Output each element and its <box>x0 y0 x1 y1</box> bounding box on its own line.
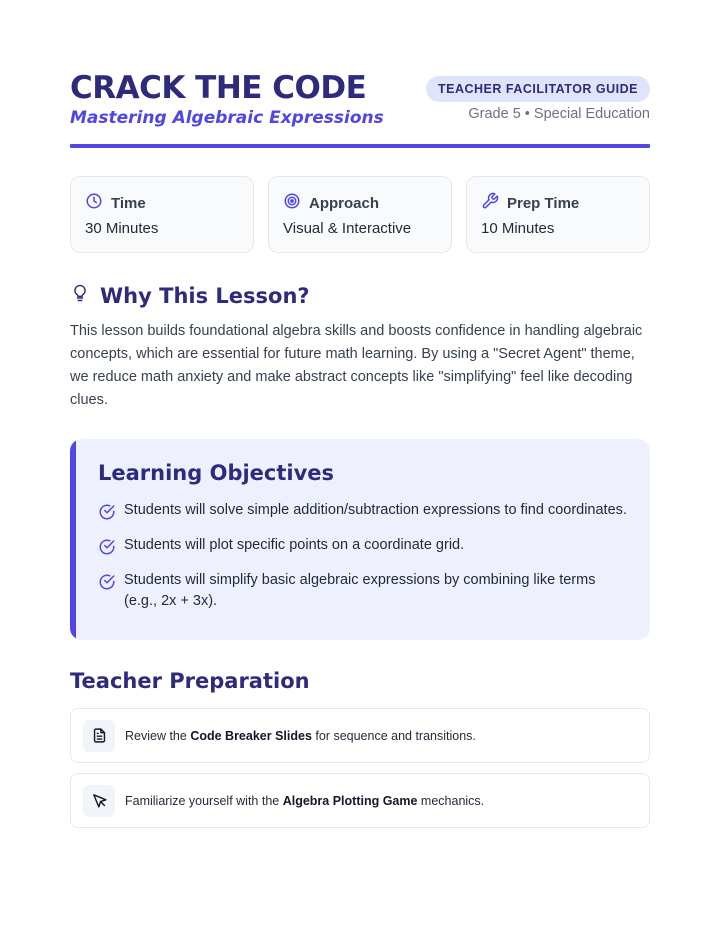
page-subtitle: Mastering Algebraic Expressions <box>70 108 384 128</box>
objectives-heading: Learning Objectives <box>98 461 335 485</box>
page-title: CRACK THE CODE <box>70 70 367 106</box>
why-body: This lesson builds foundational algebra skills and boosts confidence in handling algebraic concepts, which are essential for future math learning. By using a "Secret Agent" theme, we reduce math anxiety and make abstract concepts like "simplifying" feel like decoding clues. <box>70 323 643 408</box>
objective-text: Students will simplify basic algebraic expressions by combining like terms (e.g., 2x + 3x). <box>124 572 596 609</box>
info-cards <box>70 176 650 253</box>
grade-line: Grade 5 • Special Education <box>468 106 650 122</box>
guide-badge: TEACHER FACILITATOR GUIDE <box>426 76 650 102</box>
prep-item-text: Review the Code Breaker Slides for sequence and transitions. <box>125 728 476 743</box>
info-card-value: 10 Minutes <box>481 220 555 237</box>
clock-icon <box>85 192 103 215</box>
prep-item-slides <box>70 708 650 763</box>
prep-item-text: Familiarize yourself with the Algebra Plotting Game mechanics. <box>125 793 485 808</box>
objectives-list <box>98 500 628 619</box>
info-card-value: 30 Minutes <box>85 220 159 237</box>
objective-item <box>98 570 628 612</box>
objective-text: Students will plot specific points on a coordinate grid. <box>124 537 465 553</box>
learning-objectives-box <box>70 439 650 640</box>
info-card-label: Prep Time <box>507 194 580 212</box>
accent-bar <box>70 439 76 640</box>
cursor-icon <box>83 785 115 817</box>
wrench-icon <box>481 192 499 215</box>
prep-item-emphasis: Code Breaker Slides <box>190 728 312 743</box>
info-card-approach <box>268 176 452 253</box>
objective-item <box>98 500 628 528</box>
check-circle-icon <box>98 570 116 598</box>
info-card-time <box>70 176 254 253</box>
info-card-value: Visual & Interactive <box>283 220 412 237</box>
info-card-prep-time <box>466 176 650 253</box>
preparation-heading: Teacher Preparation <box>70 669 310 693</box>
info-card-label: Approach <box>309 194 380 212</box>
prep-item-emphasis: Algebra Plotting Game <box>282 793 418 808</box>
header-divider <box>70 144 650 148</box>
info-card-label: Time <box>111 194 146 212</box>
target-icon <box>283 192 301 215</box>
objective-text: Students will solve simple addition/subtraction expressions to find coordinates. <box>124 502 627 518</box>
header <box>70 68 650 148</box>
check-circle-icon <box>98 535 116 563</box>
document-icon <box>83 720 115 752</box>
objective-item <box>98 535 628 563</box>
prep-item-game <box>70 773 650 828</box>
why-heading-row <box>70 282 310 309</box>
lightbulb-icon <box>70 282 90 309</box>
why-heading: Why This Lesson? <box>100 283 310 308</box>
check-circle-icon <box>98 500 116 528</box>
